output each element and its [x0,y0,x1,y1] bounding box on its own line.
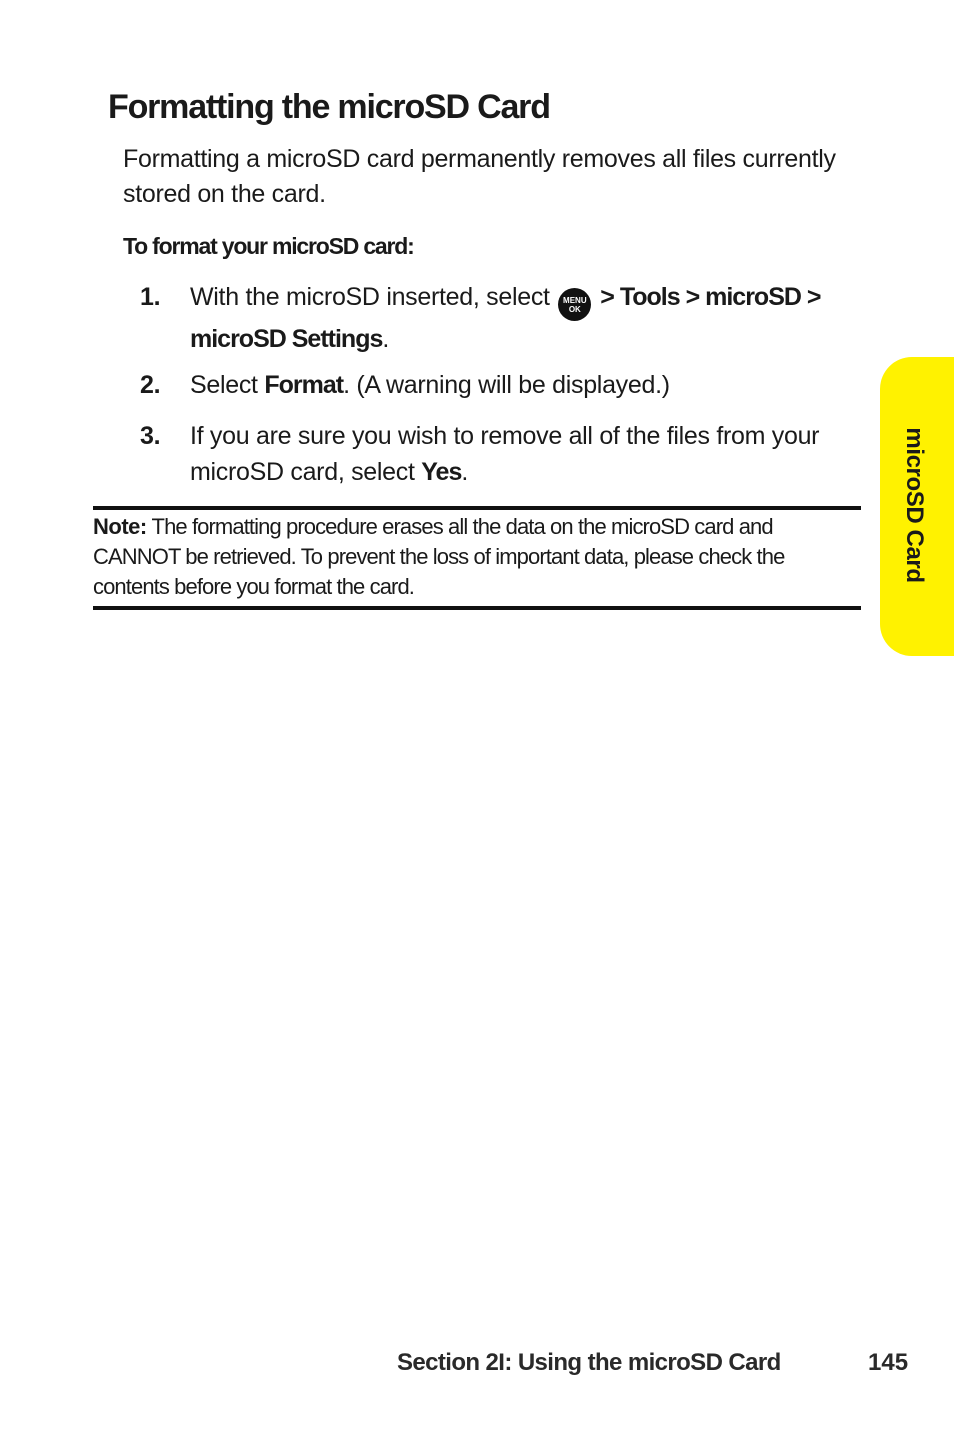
step-number: 2. [140,371,161,399]
step-text-tail: . [461,458,469,486]
step-number: 3. [140,422,161,450]
step-number: 1. [140,283,161,311]
note-bottom-rule [93,606,861,610]
page-title: Formatting the microSD Card [108,88,550,126]
note-top-rule [93,506,861,510]
menu-path: > Tools > microSD > microSD Settings [190,283,821,353]
step-text-lead: If you are sure you wish to remove all of the files from your microSD card, select [190,422,820,486]
step-text-lead: Select [190,371,265,399]
step-text [190,367,858,403]
note-text: The formatting procedure erases all the data on the microSD card and CANNOT be retrieved. To prevent the loss of important data, please check the contents before you format the card. [93,514,785,599]
format-option: Format [264,371,344,399]
menu-ok-key-icon [558,288,591,321]
step-text [190,418,858,490]
step-text-lead: With the microSD inserted, select [190,283,557,311]
intro-paragraph: Formatting a microSD card permanently removes all files currently stored on the card. [123,145,836,208]
yes-option: Yes [421,458,462,486]
note-box [93,512,861,602]
step-text-tail: . [382,325,390,353]
footer-section-title: Section 2I: Using the microSD Card [397,1349,781,1376]
step-text [190,279,858,357]
note-label: Note: [93,514,147,539]
menu-ok-key-label-top: MENU [563,296,587,305]
side-tab-label: microSD Card [901,427,928,583]
menu-ok-key-label-bottom: OK [568,305,581,314]
procedure-subhead: To format your microSD card: [123,233,414,259]
step-text-tail: . (A warning will be displayed.) [343,371,670,399]
footer-page-number: 145 [868,1349,909,1376]
